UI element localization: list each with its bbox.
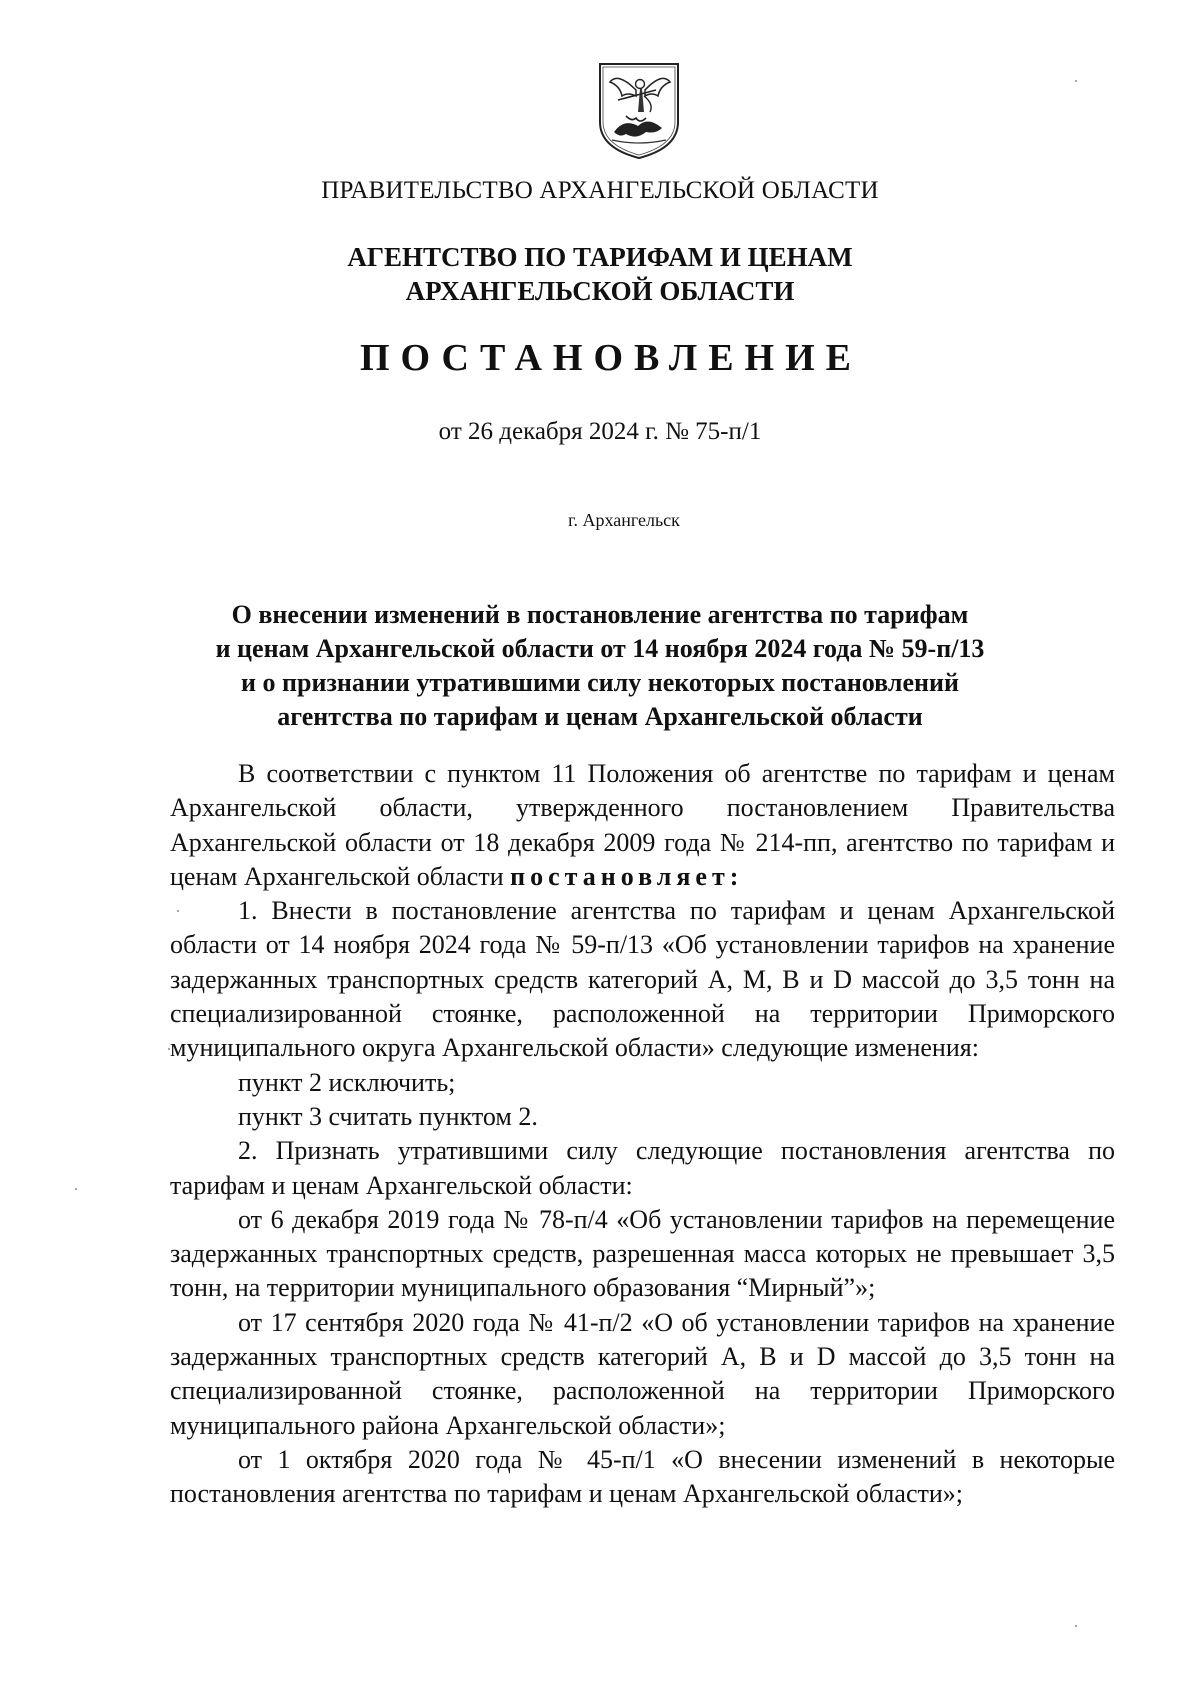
item-2-paragraph: 2. Признать утратившими силу следующие постановления агентства по тарифам и ценам Архангельской области:	[170, 1136, 1115, 1200]
subject-line: и ценам Архангельской области от 14 ноября 2024 года № 59-п/13	[215, 634, 985, 663]
item-1-subpoint: пункт 3 считать пунктом 2.	[238, 1101, 538, 1131]
preamble-text: В соответствии с пунктом 11 Положения об агентстве по тарифам и ценам Архангельской области, утвержденного постановлением Правительства Архангельской области от 18 декабря 2009 года № 214-пп, агентство по тарифам и ценам Архангельской области	[170, 759, 1115, 891]
item-2-subpoint: от 1 октября 2020 года № 45-п/1 «О внесении изменений в некоторые постановления агентства по тарифам и ценам Архангельской области»;	[170, 1444, 1115, 1509]
arkhangelsk-coat-of-arms-icon	[596, 60, 682, 162]
agency-name-line: АГЕНТСТВО ПО ТАРИФАМ И ЦЕНАМ	[347, 242, 853, 272]
item-1-paragraph: 1. Внести в постановление агентства по тарифам и ценам Архангельской области от 14 ноября 2024 года № 59-п/13 «Об установлении тарифов на хранение задержанных транспортных средств категорий A, M, B и D массой до 3,5 тонн на специализированной стоянке, расположенной на территории Приморского муниципального округа Архангельской области» следующие изменения:	[170, 896, 1115, 1063]
subject-line: О внесении изменений в постановление агентства по тарифам	[231, 600, 969, 629]
document-type: ПОСТАНОВЛЕНИЕ	[359, 337, 863, 379]
document-body	[170, 757, 1115, 1512]
agency-name	[0, 240, 1200, 308]
agency-name-line: АРХАНГЕЛЬСКОЙ ОБЛАСТИ	[405, 276, 795, 306]
scan-speck	[1075, 80, 1077, 82]
scan-speck	[168, 1048, 170, 1050]
document-subject	[0, 598, 1200, 734]
item-2-subpoint: от 17 сентября 2020 года № 41-п/2 «О об установлении тарифов на хранение задержанных транспортных средств категорий A, B и D массой до 3,5 тонн на специализированной стоянке, расположенной на территории Приморского муниципального района Архангельской области»;	[170, 1307, 1115, 1440]
subject-line: и о признании утратившими силу некоторых постановлений	[241, 668, 959, 697]
item-1-subpoint: пункт 2 исключить;	[238, 1067, 456, 1097]
government-name: ПРАВИТЕЛЬСТВО АРХАНГЕЛЬСКОЙ ОБЛАСТИ	[321, 177, 879, 204]
document-city: г. Архангельск	[568, 510, 680, 530]
preamble-paragraph	[170, 757, 1115, 894]
scan-speck	[1075, 1625, 1077, 1627]
scan-speck	[75, 1188, 77, 1190]
document-date-number: от 26 декабря 2024 г. № 75-п/1	[438, 418, 762, 445]
subject-line: агентства по тарифам и ценам Архангельской области	[277, 702, 923, 731]
resolves-word: постановляет:	[510, 861, 744, 891]
scan-speck	[177, 910, 179, 912]
item-2-subpoint: от 6 декабря 2019 года № 78-п/4 «Об установлении тарифов на перемещение задержанных транспортных средств, разрешенная масса которых не превышает 3,5 тонн, на территории муниципального образования “Мирный”»;	[170, 1204, 1115, 1303]
